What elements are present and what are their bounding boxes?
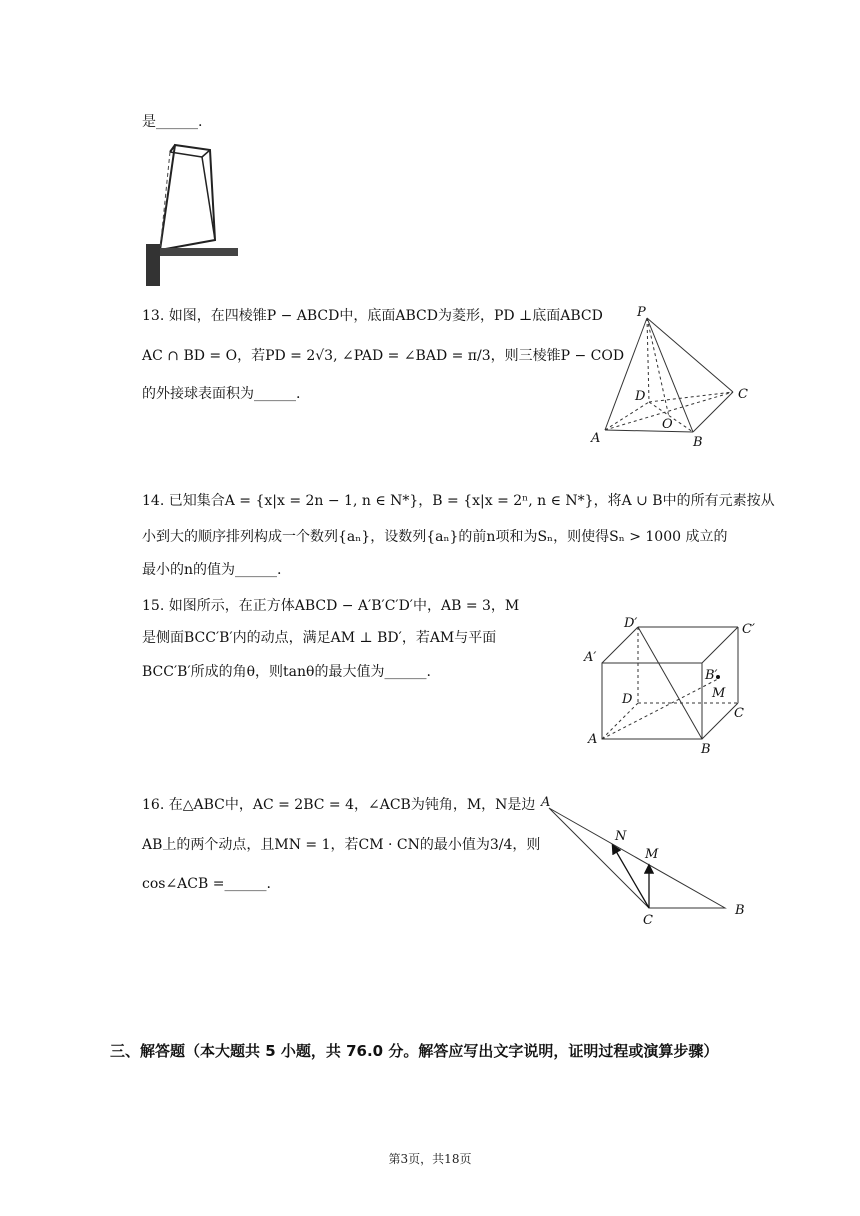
label-a: A — [588, 732, 598, 747]
label-m: M — [645, 847, 659, 862]
label-d: D — [622, 692, 633, 707]
section-title: 三、解答题（本大题共 5 小题，共 76.0 分。解答应写出文字说明，证明过程或演算步骤） — [110, 1042, 719, 1060]
label-p: P — [637, 305, 646, 320]
q16-line-1: 16. 在△ABC中，AC = 2BC = 4，∠ACB为钝角，M，N是边 — [142, 797, 536, 813]
label-b: B — [735, 903, 745, 918]
q16-line-2: AB上的两个动点，且MN = 1，若CM · CN的最小值为3/4，则 — [142, 837, 541, 853]
label-c-prime: C′ — [742, 622, 755, 637]
q13-line-2: AC ∩ BD = O，若PD = 2√3, ∠PAD = ∠BAD = π/3，则三棱锥P − COD — [142, 348, 625, 364]
label-d-prime: D′ — [624, 616, 638, 631]
label-b-prime: B′ — [705, 668, 718, 683]
label-c: C — [643, 913, 653, 928]
figure-pyramid — [585, 300, 760, 455]
label-c: C — [734, 706, 744, 721]
label-a: A — [591, 431, 601, 446]
label-b: B — [693, 435, 703, 450]
page-footer: 第3页，共18页 — [388, 1152, 472, 1166]
q13-line-1: 13. 如图，在四棱锥P − ABCD中，底面ABCD为菱形，PD ⊥底面ABCD — [142, 308, 603, 324]
label-m: M — [712, 686, 726, 701]
q14-line-1: 14. 已知集合A = {x|x = 2n − 1, n ∈ N*}，B = {x|x = 2ⁿ, n ∈ N*}，将A ∪ B中的所有元素按从 — [142, 493, 775, 509]
label-c: C — [738, 387, 748, 402]
label-a-prime: A′ — [584, 650, 597, 665]
q13-line-3: 的外接球表面积为______. — [142, 386, 301, 402]
label-a: A — [541, 795, 551, 810]
figure-triangle — [535, 790, 755, 930]
q14-line-3: 最小的n的值为______. — [142, 562, 282, 578]
label-o: O — [662, 417, 673, 432]
q15-line-1: 15. 如图所示，在正方体ABCD − A′B′C′D′中，AB = 3，M — [142, 598, 520, 614]
figure-cube — [580, 615, 755, 755]
q14-line-2: 小到大的顺序排列构成一个数列{aₙ}，设数列{aₙ}的前n项和为Sₙ，则使得Sₙ > 1000 成立的 — [142, 529, 728, 545]
label-d: D — [635, 389, 646, 404]
previous-question-fragment: 是______. — [142, 114, 203, 130]
label-n: N — [615, 829, 627, 844]
q16-line-3: cos∠ACB =______. — [142, 876, 271, 892]
label-b: B — [701, 742, 711, 757]
q15-line-3: BCC′B′所成的角θ，则tanθ的最大值为______. — [142, 664, 431, 680]
q15-line-2: 是侧面BCC′B′内的动点，满足AM ⊥ BD′，若AM与平面 — [142, 630, 497, 646]
figure-frustum — [140, 140, 250, 290]
